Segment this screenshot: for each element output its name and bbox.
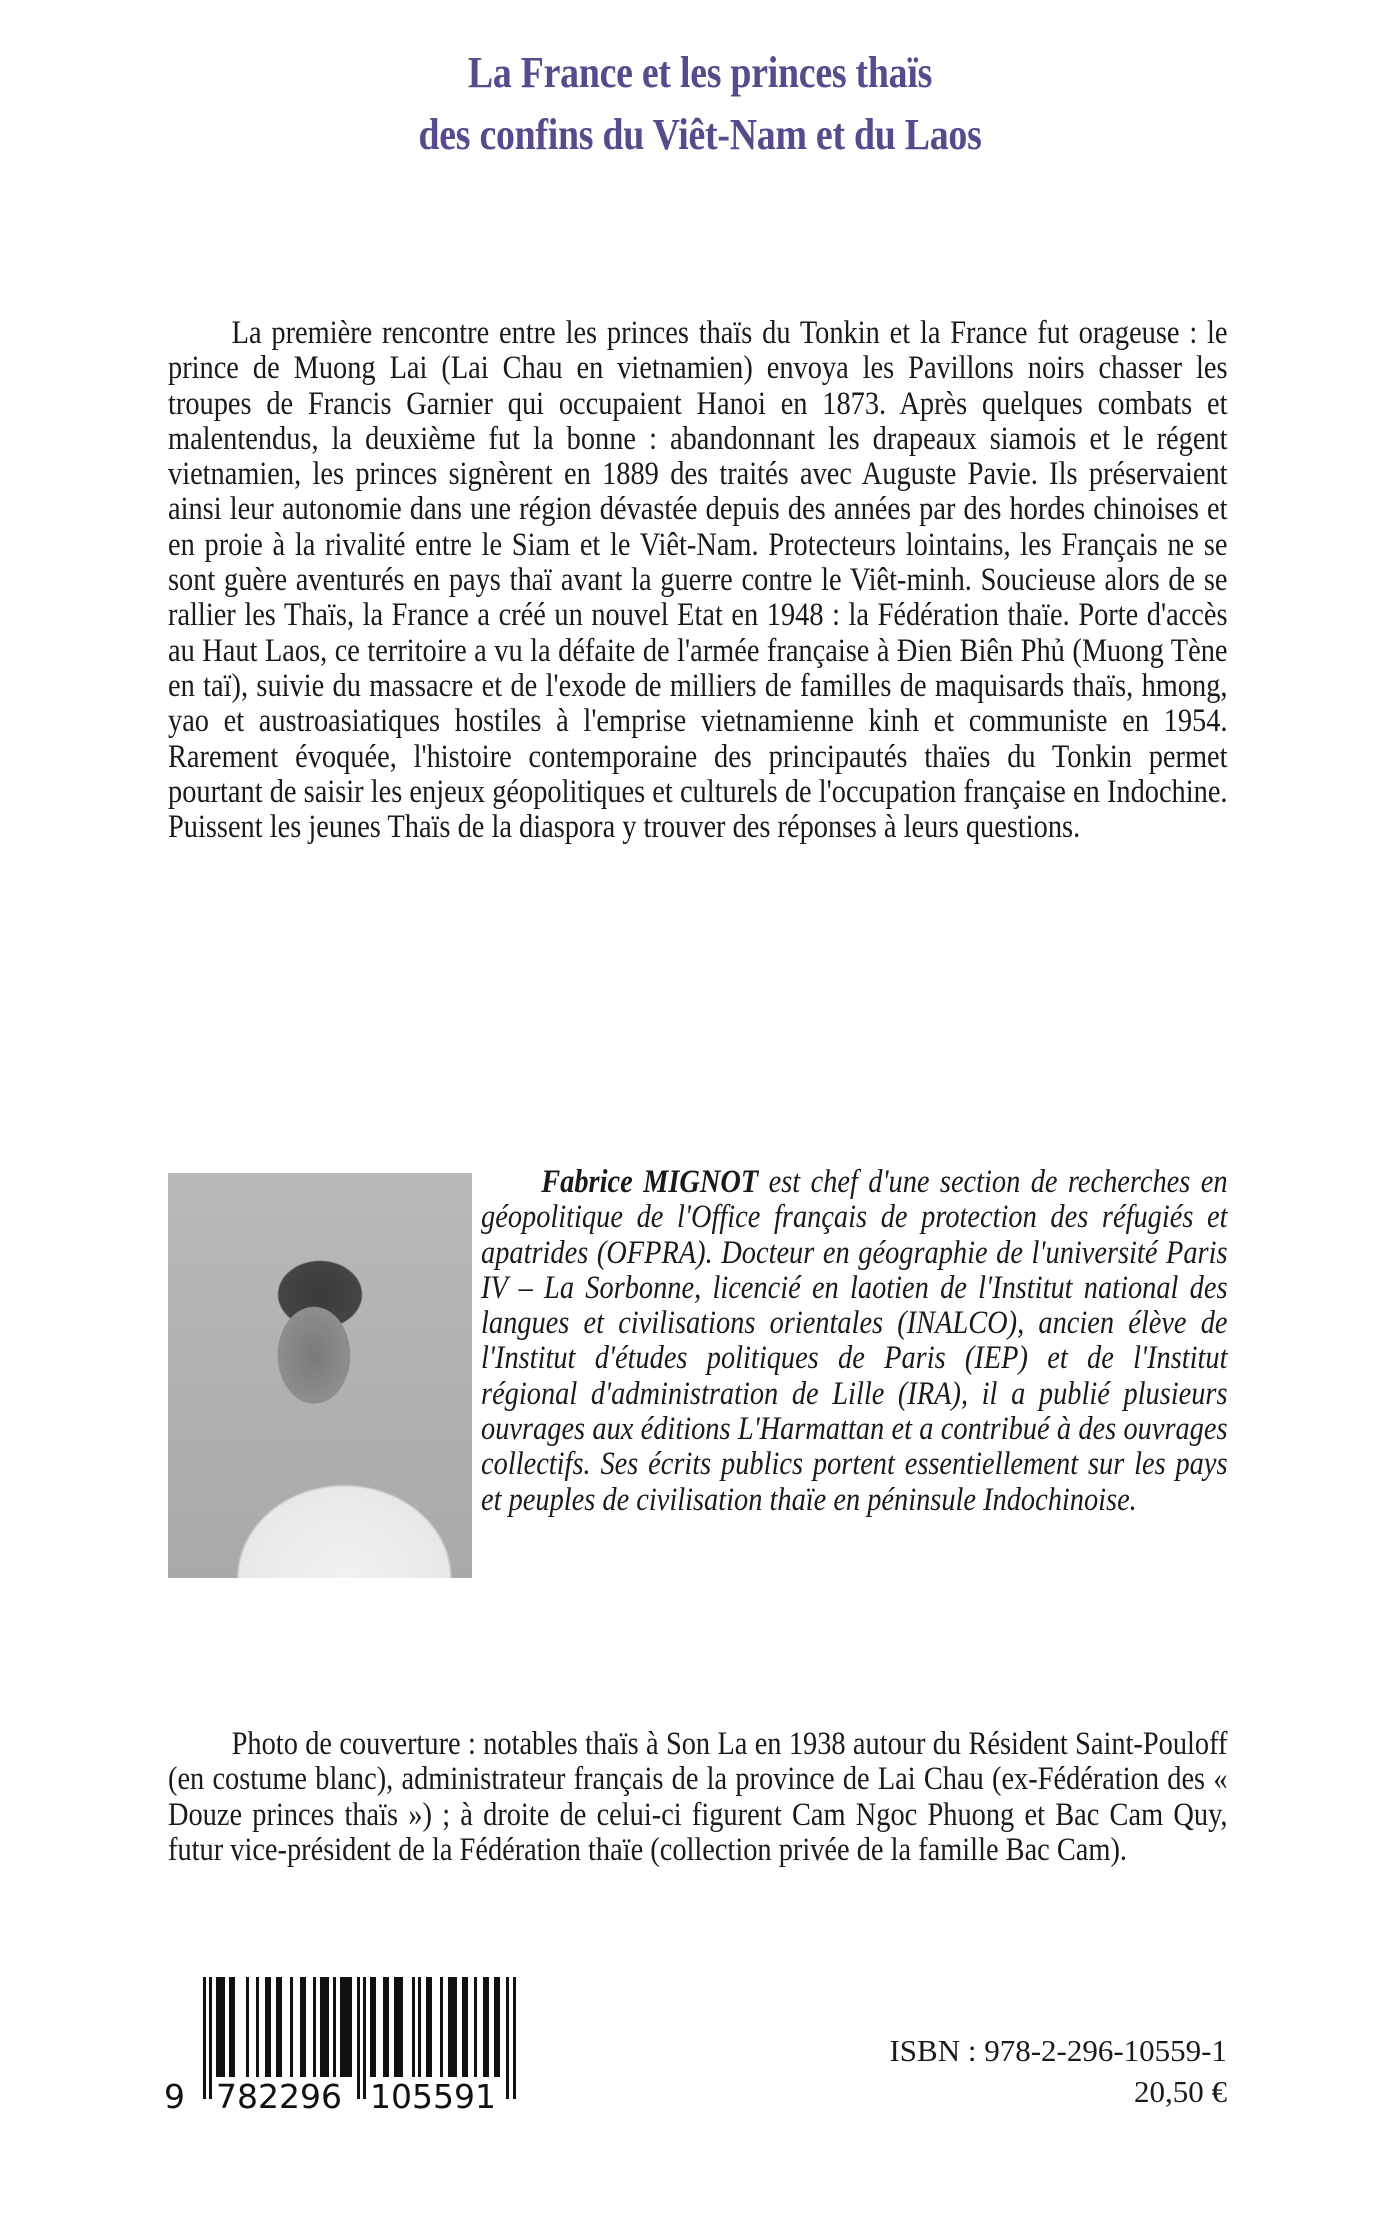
book-title-line-2: des confins du Viêt-Nam et du Laos [418,110,982,159]
photo-credit-text: Photo de couverture : notables thaïs à Son La en 1938 autour du Résident Saint-Pouloff (en costume blanc), administrateur français de la province de Lai Chau (ex-Fédération des « Douze princes thaïs ») ; à droite de celui-ci figurent Cam Ngoc Phuong et Bac Cam Quy, futur vice-président de la Fédération thaïe (collection privée de la famille Bac Cam). [168,1726,1228,1868]
book-title [0,42,1400,166]
author-name: Fabrice MIGNOT [541,1164,759,1200]
price: 20,50 € [1134,2074,1227,2109]
barcode-digit-lead: 9 [164,2077,185,2116]
barcode-digits-right: 105591 [370,2077,496,2116]
isbn-number: ISBN : 978-2-296-10559-1 [889,2033,1227,2068]
summary-section [168,316,1228,845]
summary-paragraph: La première rencontre entre les princes thaïs du Tonkin et la France fut orageuse : le prince de Muong Lai (Lai Chau en vietnamien) envoya les Pavillons noirs chasser les troupes de Francis Garnier qui occupaient Hanoi en 1873. Après quelques combats et malentendus, la deuxième fut la bonne : abandonnant les drapeaux siamois et le régent vietnamien, les princes signèrent en 1889 des traités avec Auguste Pavie. Ils préservaient ainsi leur autonomie dans une région dévastée depuis des années par des hordes chinoises et en proie à la rivalité entre le Siam et le Viêt-Nam. Protecteurs lointains, les Français ne se sont guère aventurés en pays thaï avant la guerre contre le Viêt-minh. Soucieuse alors de se rallier les Thaïs, la France a créé un nouvel Etat en 1948 : la Fédération thaïe. Porte d'accès au Haut Laos, ce territoire a vu la défaite de l'armée française à Ðien Biên Phủ (Muong Tène en taï), suivie du massacre et de l'exode de milliers de familles de maquisards thaïs, hmong, yao et austroasiatiques hostiles à l'emprise vietnamienne kinh et communiste en 1954. Rarement évoquée, l'histoire contemporaine des principautés thaïes du Tonkin permet pourtant de saisir les enjeux géopolitiques et culturels de l'occupation française en Indochine. Puissent les jeunes Thaïs de la diaspora y trouver des réponses à leurs questions. [168,315,1228,846]
isbn-barcode [150,1970,550,2120]
barcode-icon [150,1970,550,2120]
author-bio [168,1165,1228,1518]
barcode-digits-left: 782296 [216,2077,342,2116]
photo-credit-section [168,1727,1228,1868]
author-section [168,1165,1228,1645]
author-bio-text: est chef d'une section de recherches en géopolitique de l'Office français de protection des réfugiés et apatrides (OFPRA). Docteur en géographie de l'université Paris IV – La Sorbonne, licencié en laotien de l'Institut national des langues et civilisations orientales (INALCO), ancien élève de l'Institut d'études politiques de Paris (IEP) et de l'Institut régional d'administration de Lille (IRA), il a publié plusieurs ouvrages aux éditions L'Harmattan et a contribué à des ouvrages collectifs. Ses écrits publics portent essentiellement sur les pays et peuples de civilisation thaïe en péninsule Indochinoise. [481,1164,1228,1518]
book-title-line-1: La France et les princes thaïs [467,48,933,97]
